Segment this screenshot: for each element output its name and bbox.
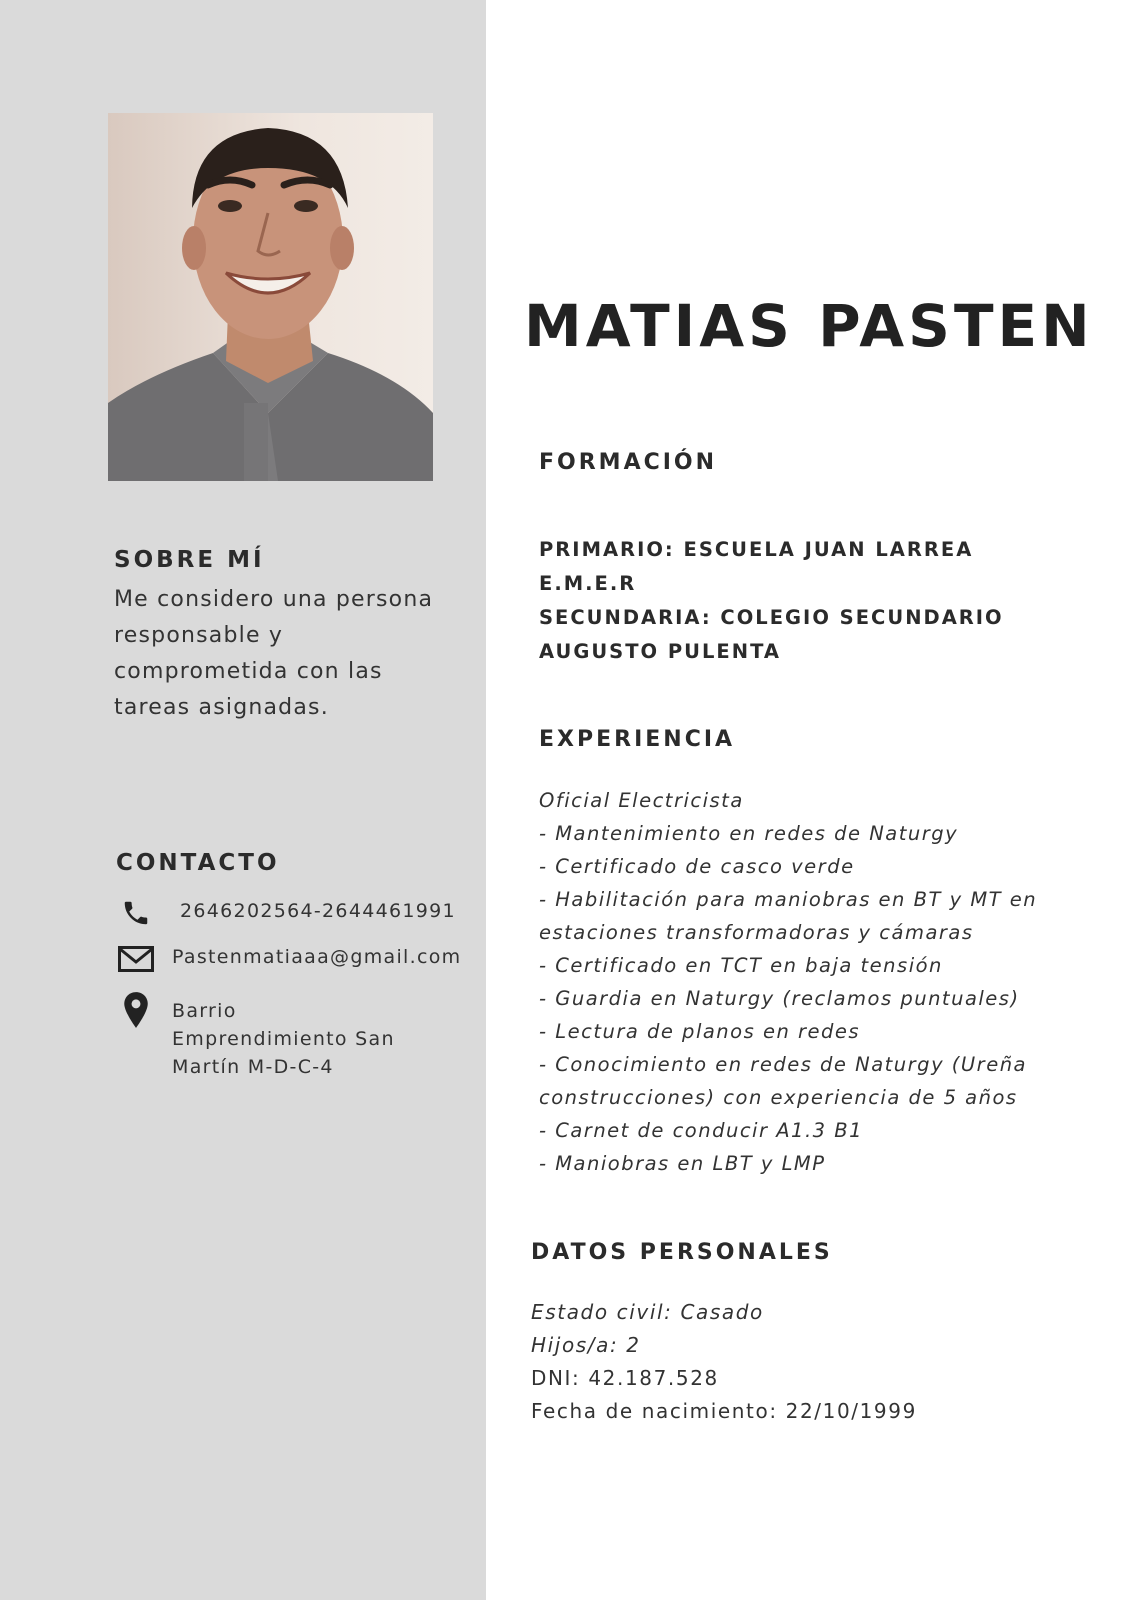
envelope-icon — [118, 946, 154, 976]
phone-text: 2646202564-2644461991 — [180, 900, 456, 922]
education-line: PRIMARIO: ESCUELA JUAN LARREA — [539, 538, 974, 561]
personal-line: Hijos/a: 2 — [531, 1333, 641, 1357]
phone-icon — [118, 898, 154, 928]
contact-heading: CONTACTO — [116, 850, 280, 876]
personal-line: Fecha de nacimiento: 22/10/1999 — [531, 1399, 917, 1423]
education-line: SECUNDARIA: COLEGIO SECUNDARIO — [539, 606, 1004, 629]
address-line: Barrio — [172, 1000, 237, 1022]
experience-line: - Mantenimiento en redes de Naturgy — [539, 822, 959, 845]
about-text: Me considero una persona responsable y comprometida con las tareas asignadas. — [114, 587, 434, 720]
experience-line: - Carnet de conducir A1.3 B1 — [539, 1119, 864, 1142]
map-pin-icon — [118, 991, 154, 1029]
experience-line: estaciones transformadoras y cámaras — [539, 921, 974, 944]
email-text: Pastenmatiaaa@gmail.com — [172, 946, 462, 968]
personal-list — [531, 1296, 1051, 1428]
profile-photo — [108, 113, 433, 481]
personal-line: Estado civil: Casado — [531, 1300, 764, 1324]
education-line: AUGUSTO PULENTA — [539, 640, 781, 663]
education-heading: FORMACIÓN — [539, 450, 718, 475]
contact-phone — [118, 898, 456, 928]
experience-line: - Habilitación para maniobras en BT y MT en — [539, 888, 1038, 911]
about-heading: SOBRE MÍ — [114, 547, 265, 573]
experience-line: construcciones) con experiencia de 5 años — [539, 1086, 1018, 1109]
personal-heading: DATOS PERSONALES — [531, 1240, 833, 1265]
address-line: Martín M-D-C-4 — [172, 1056, 334, 1078]
experience-line: - Lectura de planos en redes — [539, 1020, 861, 1043]
experience-list — [539, 784, 1039, 1180]
experience-line: - Maniobras en LBT y LMP — [539, 1152, 826, 1175]
experience-line: Oficial Electricista — [539, 789, 744, 812]
candidate-name: MATIAS PASTEN — [524, 292, 1094, 360]
contact-email — [118, 946, 461, 976]
experience-line: - Guardia en Naturgy (reclamos puntuales) — [539, 987, 1020, 1010]
address-block — [172, 997, 395, 1081]
contact-address — [118, 991, 395, 1081]
experience-heading: EXPERIENCIA — [539, 727, 736, 752]
education-line: E.M.E.R — [539, 572, 637, 595]
education-list — [539, 533, 1059, 669]
experience-line: - Certificado de casco verde — [539, 855, 855, 878]
address-line: Emprendimiento San — [172, 1028, 395, 1050]
experience-line: - Certificado en TCT en baja tensión — [539, 954, 943, 977]
sidebar — [0, 0, 486, 1600]
experience-line: - Conocimiento en redes de Naturgy (Ureña — [539, 1053, 1028, 1076]
personal-line: DNI: 42.187.528 — [531, 1366, 719, 1390]
